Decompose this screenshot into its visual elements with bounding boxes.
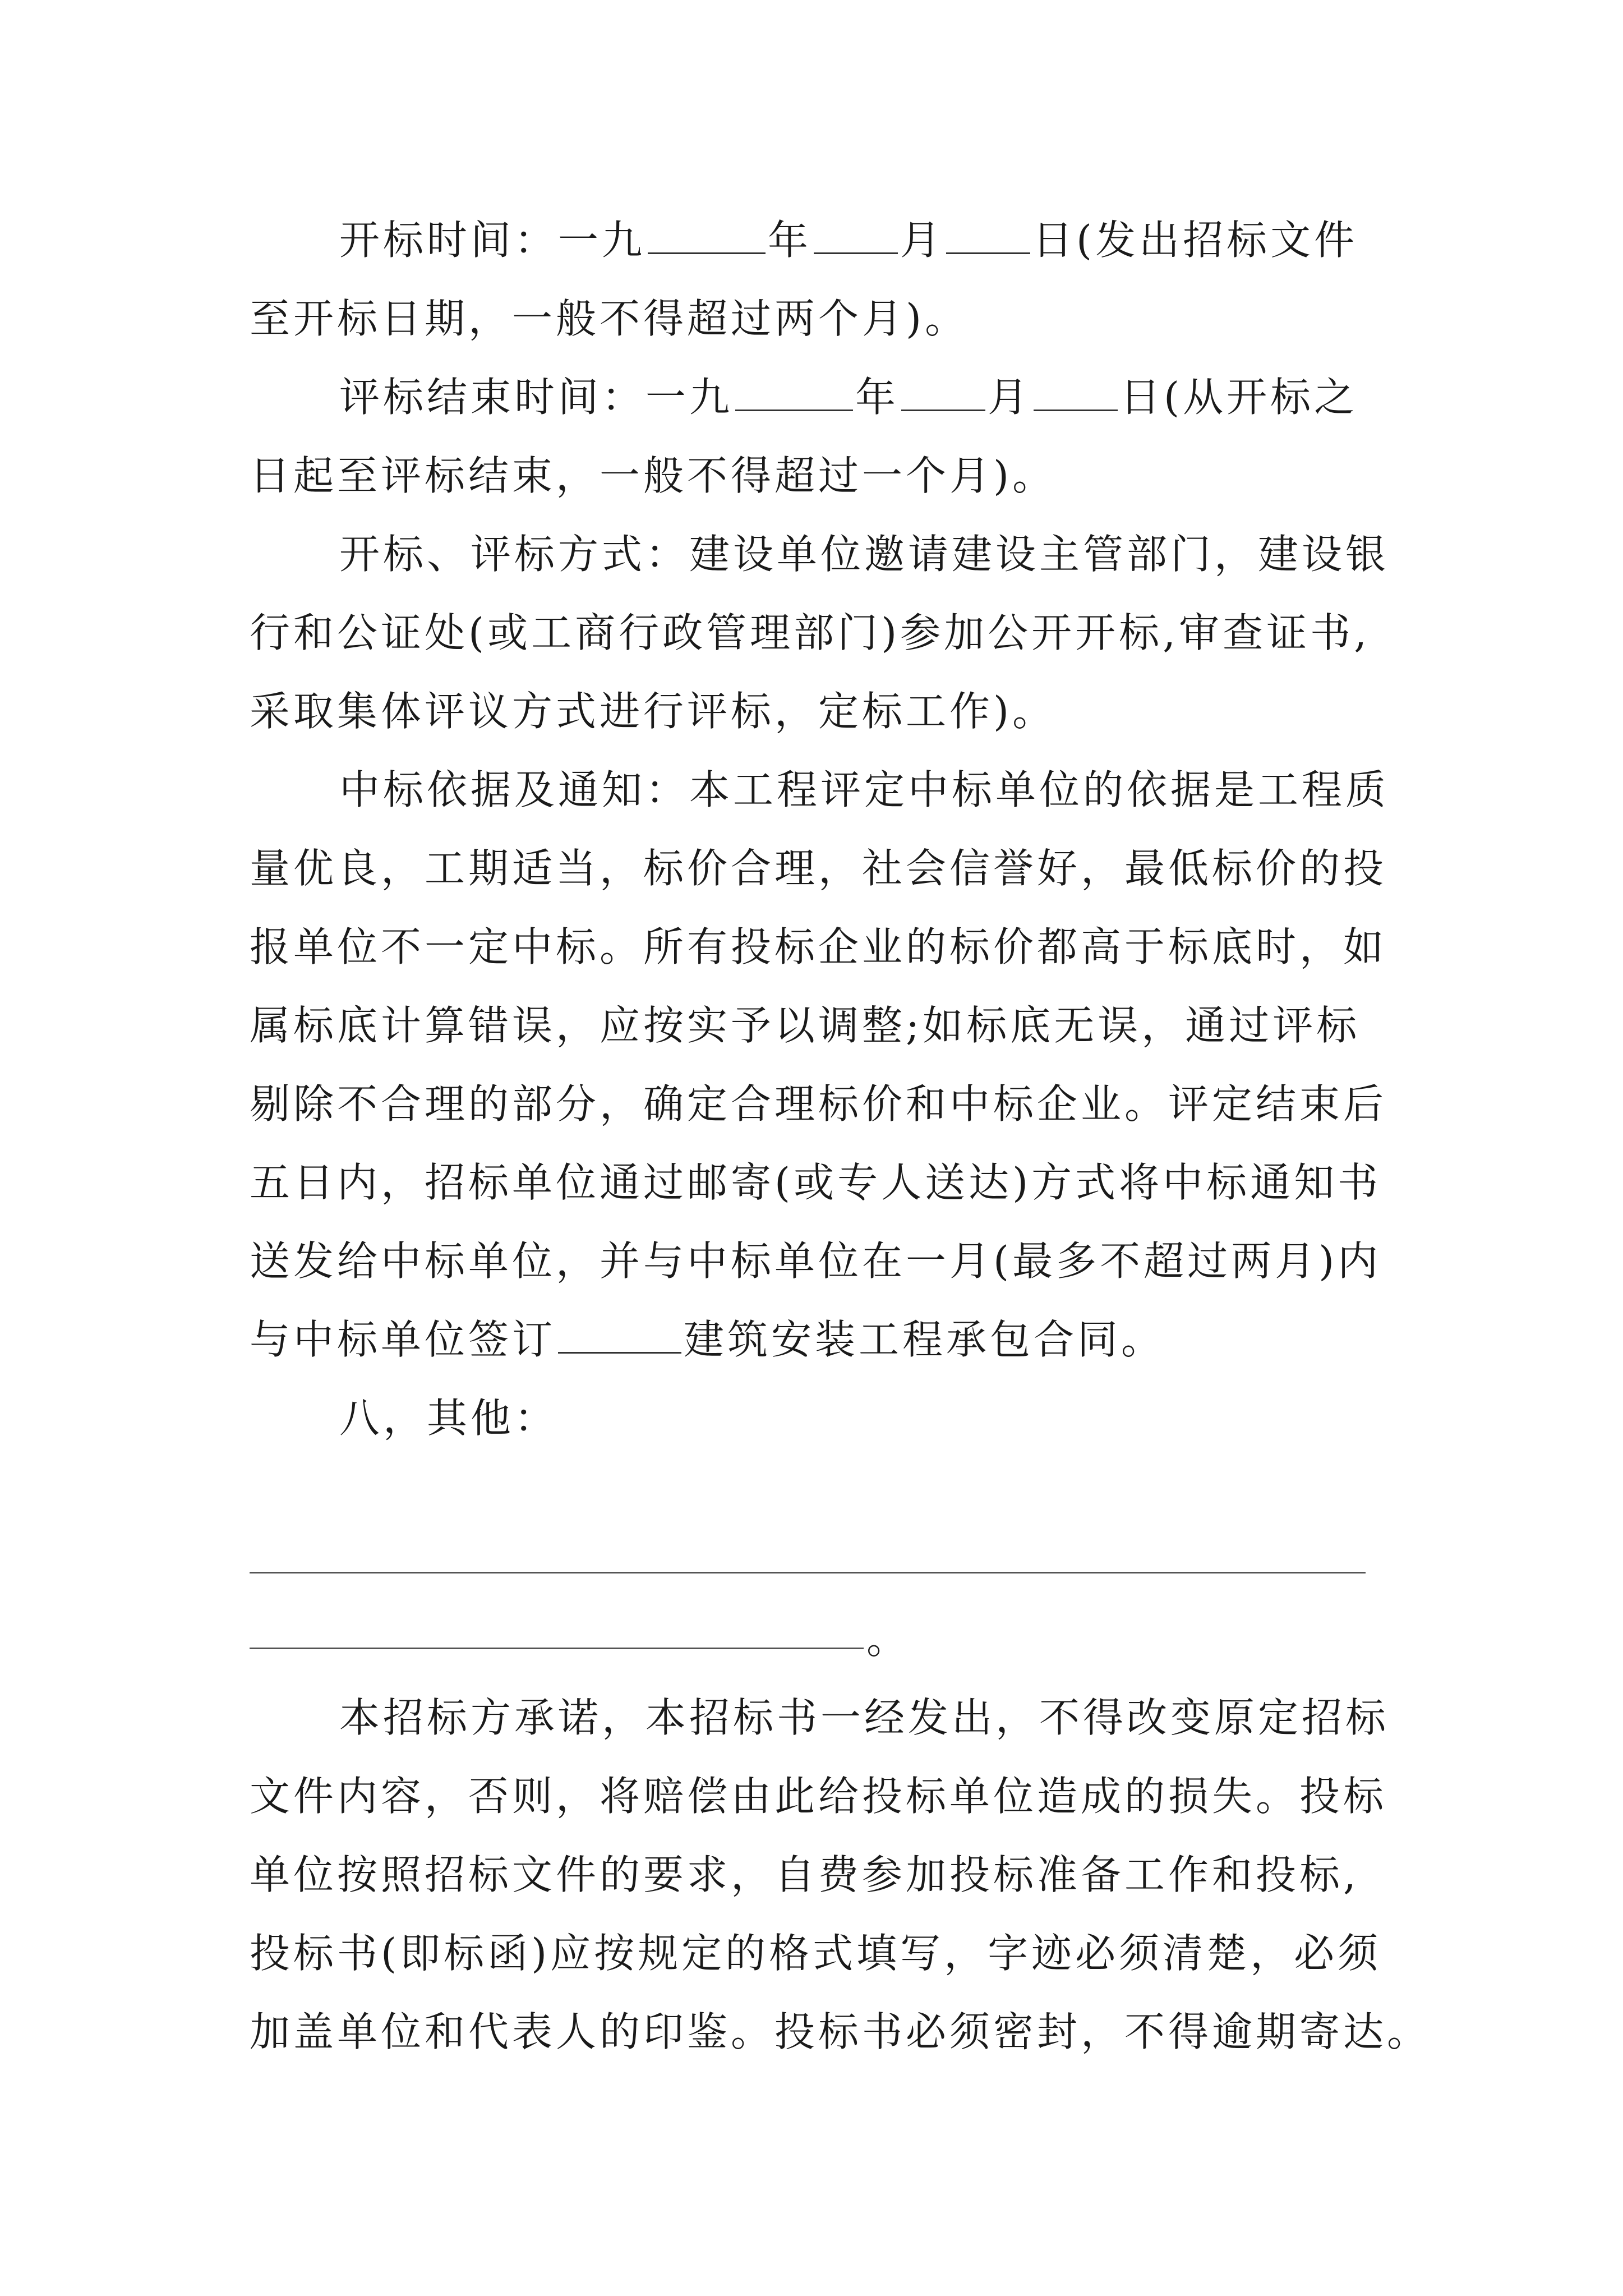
year-label: 年 <box>855 374 900 421</box>
eval-end-day-note: 日(从开标之 <box>1120 374 1358 421</box>
other-fill-line-2 <box>250 1648 864 1649</box>
eval-end-time-cont: 日起至评标结束，一般不得超过一个月)。 <box>250 452 1057 499</box>
other-end-mark: 。 <box>866 1616 911 1663</box>
award-line-8-post: 建筑安装工程承包合同。 <box>684 1316 1165 1363</box>
year-blank <box>648 212 766 254</box>
other-fill-line-1 <box>250 1572 1366 1573</box>
commitment-line-5: 加盖单位和代表人的印鉴。投标书必须密封，不得逾期寄达。 <box>250 2008 1431 2055</box>
method-line-2: 行和公证处(或工商行政管理部门)参加公开开标,审查证书, <box>250 609 1370 656</box>
award-line-6: 五日内，招标单位通过邮寄(或专人送达)方式将中标通知书 <box>250 1159 1382 1206</box>
year-blank <box>735 369 853 411</box>
award-line-2: 量优良，工期适当，标价合理，社会信誉好，最低标价的投 <box>250 845 1387 892</box>
award-line-3: 报单位不一定中标。所有投标企业的标价都高于标底时，如 <box>250 923 1387 970</box>
commitment-line-3: 单位按照招标文件的要求，自费参加投标准备工作和投标, <box>250 1851 1359 1898</box>
open-bid-time-label: 开标时间：一九 <box>339 217 646 264</box>
contract-blank <box>558 1312 681 1354</box>
month-label: 月 <box>900 217 944 264</box>
award-line-8 <box>250 1312 1394 1368</box>
eval-end-time-line <box>339 369 1394 425</box>
open-bid-time-line <box>339 212 1394 268</box>
award-line-1: 中标依据及通知：本工程评定中标单位的依据是工程质 <box>339 766 1390 813</box>
open-bid-day-note: 日(发出招标文件 <box>1032 217 1358 264</box>
eval-end-time-label: 评标结束时间：一九 <box>339 374 734 421</box>
method-line-1: 开标、评标方式：建设单位邀请建设主管部门，建设银 <box>339 531 1390 578</box>
day-blank <box>1034 369 1118 411</box>
commitment-line-1: 本招标方承诺，本招标书一经发出，不得改变原定招标 <box>339 1694 1390 1741</box>
other-heading: 八，其他： <box>339 1395 559 1442</box>
award-line-8-pre: 与中标单位签订 <box>250 1316 556 1363</box>
award-line-7: 送发给中标单位，并与中标单位在一月(最多不超过两月)内 <box>250 1237 1382 1285</box>
method-line-3: 采取集体评议方式进行评标，定标工作)。 <box>250 688 1057 735</box>
month-label: 月 <box>988 374 1032 421</box>
commitment-line-2: 文件内容，否则，将赔偿由此给投标单位造成的损失。投标 <box>250 1773 1387 1820</box>
month-blank <box>901 369 985 411</box>
month-blank <box>814 212 898 254</box>
year-label: 年 <box>768 217 812 264</box>
commitment-line-4: 投标书(即标函)应按规定的格式填写，字迹必须清楚，必须 <box>250 1930 1382 1977</box>
award-line-4: 属标底计算错误，应按实予以调整;如标底无误，通过评标 <box>250 1002 1361 1049</box>
day-blank <box>946 212 1030 254</box>
open-bid-time-cont: 至开标日期，一般不得超过两个月)。 <box>250 295 969 342</box>
award-line-5: 剔除不合理的部分，确定合理标价和中标企业。评定结束后 <box>250 1080 1387 1128</box>
